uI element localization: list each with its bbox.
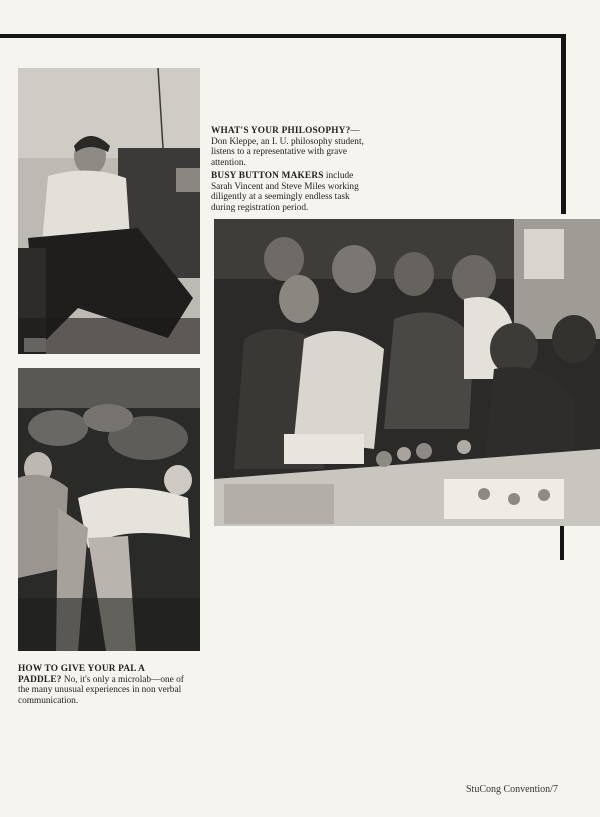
caption-button-makers-heading: BUSY BUTTON MAKERS: [211, 171, 324, 181]
caption-button-makers: [211, 171, 371, 213]
photo-philosophy-student: [18, 68, 200, 354]
photo-button-makers: [214, 219, 600, 526]
page-footer-label: StuCong Convention/7: [466, 784, 558, 795]
frame-right-rule: [561, 34, 566, 214]
caption-button-makers-body: include Sarah Vincent and Steve Miles working diligently at a seemingly endless task during registration period.: [211, 171, 359, 213]
caption-philosophy-body: —Don Kleppe, an I. U. philosophy student, listens to a representative with grave attention.: [211, 126, 364, 168]
caption-philosophy: [211, 126, 371, 168]
caption-philosophy-heading: WHAT'S YOUR PHILOSOPHY?: [211, 126, 351, 136]
photo-microlab-paddle: [18, 368, 200, 651]
frame-right-rule-lower: [560, 526, 564, 560]
caption-paddle-body: No, it's only a microlab—one of the many unusual experiences in non verbal communication.: [18, 674, 184, 706]
frame-top-rule: [0, 34, 566, 38]
caption-paddle-heading: HOW TO GIVE YOUR PAL A PADDLE?: [18, 664, 145, 685]
caption-paddle: [18, 664, 188, 706]
